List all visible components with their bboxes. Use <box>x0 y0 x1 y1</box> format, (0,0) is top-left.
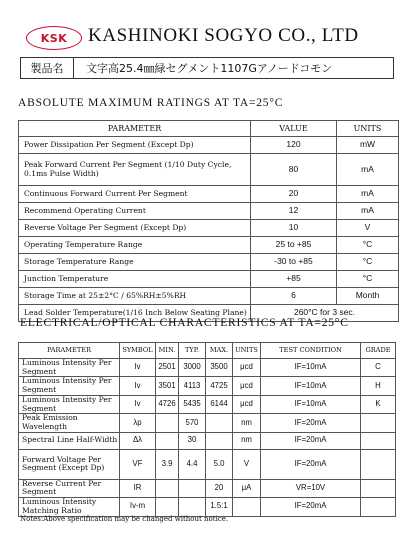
cell-cond: IF=10mA <box>261 377 361 395</box>
cell-max: 4725 <box>206 377 233 395</box>
cell-param: Reverse Current Per Segment <box>19 479 120 497</box>
cell-param: Spectral Line Half-Width <box>19 432 120 449</box>
cell-value: 80 <box>251 154 337 186</box>
absolute-max-table <box>18 120 399 322</box>
table-row <box>19 479 396 497</box>
cell-param: Storage Time at 25±2°C / 65%RH±5%RH <box>19 288 251 305</box>
cell-typ: 30 <box>179 432 206 449</box>
product-name-box <box>20 57 394 79</box>
cell-param: Operating Temperature Range <box>19 237 251 254</box>
column-header: PARAMETER <box>19 343 120 359</box>
cell-min: 4726 <box>156 395 179 413</box>
cell-value: +85 <box>251 271 337 288</box>
column-header: GRADE <box>361 343 396 359</box>
cell-value: 12 <box>251 203 337 220</box>
column-header: SYMBOL <box>120 343 156 359</box>
cell-param: Storage Temperature Range <box>19 254 251 271</box>
cell-param: Luminous Intensity Per Segment <box>19 395 120 413</box>
cell-unit: Month <box>337 288 399 305</box>
cell-unit: nm <box>233 432 261 449</box>
cell-unit: mW <box>337 137 399 154</box>
column-header: UNITS <box>337 121 399 137</box>
cell-unit: °C <box>337 254 399 271</box>
cell-grade: C <box>361 359 396 377</box>
cell-param: Peak Forward Current Per Segment (1/10 Duty Cycle, 0.1ms Pulse Width) <box>19 154 251 186</box>
cell-cond: IF=20mA <box>261 414 361 432</box>
cell-cond: IF=20mA <box>261 432 361 449</box>
cell-max <box>206 414 233 432</box>
cell-grade <box>361 498 396 516</box>
table-row <box>19 414 396 432</box>
table-row <box>19 359 396 377</box>
cell-unit: mA <box>337 154 399 186</box>
cell-param: Recommend Operating Current <box>19 203 251 220</box>
table-row <box>19 254 399 271</box>
column-header: MAX. <box>206 343 233 359</box>
cell-symbol: Iv <box>120 359 156 377</box>
column-header: VALUE <box>251 121 337 137</box>
cell-typ: 4.4 <box>179 449 206 479</box>
cell-value: 6 <box>251 288 337 305</box>
cell-unit: μcd <box>233 377 261 395</box>
cell-param: Forward Voltage Per Segment (Except Dp) <box>19 449 120 479</box>
cell-min <box>156 479 179 497</box>
column-header: MIN. <box>156 343 179 359</box>
cell-value: 120 <box>251 137 337 154</box>
table-row <box>19 432 396 449</box>
cell-min <box>156 432 179 449</box>
cell-symbol: IR <box>120 479 156 497</box>
cell-max: 20 <box>206 479 233 497</box>
cell-value: 260°C for 3 sec. <box>251 305 399 322</box>
footnote: Notes:Above specification may be changed without notice. <box>20 515 229 523</box>
cell-min <box>156 414 179 432</box>
column-header: TEST CONDITION <box>261 343 361 359</box>
column-header: UNITS <box>233 343 261 359</box>
cell-max: 6144 <box>206 395 233 413</box>
cell-unit <box>233 498 261 516</box>
table-row <box>19 377 396 395</box>
cell-value: 25 to +85 <box>251 237 337 254</box>
table-row <box>19 395 396 413</box>
cell-unit: mA <box>337 203 399 220</box>
cell-min: 3.9 <box>156 449 179 479</box>
cell-symbol: Iv <box>120 377 156 395</box>
cell-grade <box>361 479 396 497</box>
cell-unit: μcd <box>233 359 261 377</box>
cell-unit: V <box>233 449 261 479</box>
logo-text: KSK <box>40 31 68 45</box>
table-row <box>19 203 399 220</box>
cell-max: 5.0 <box>206 449 233 479</box>
table-row <box>19 186 399 203</box>
cell-grade: H <box>361 377 396 395</box>
table-row <box>19 237 399 254</box>
cell-grade: K <box>361 395 396 413</box>
cell-grade <box>361 432 396 449</box>
cell-value: -30 to +85 <box>251 254 337 271</box>
company-name: KASHINOKI SOGYO CO., LTD <box>88 25 359 46</box>
cell-cond: IF=10mA <box>261 359 361 377</box>
table-row <box>19 154 399 186</box>
absolute-max-title: ABSOLUTE MAXIMUM RATINGS AT TA=25°C <box>18 97 284 109</box>
cell-cond: IF=20mA <box>261 449 361 479</box>
product-label: 製品名 <box>21 58 74 78</box>
cell-value: 20 <box>251 186 337 203</box>
cell-value: 10 <box>251 220 337 237</box>
cell-max <box>206 432 233 449</box>
cell-unit: °C <box>337 237 399 254</box>
cell-typ: 570 <box>179 414 206 432</box>
table-row <box>19 288 399 305</box>
table-row <box>19 137 399 154</box>
cell-param: Reverse Voltage Per Segment (Except Dp) <box>19 220 251 237</box>
product-name: 文字高25.4㎜緑セグメント1107Gアノードコモン <box>86 62 333 75</box>
table-row <box>19 498 396 516</box>
cell-unit: nm <box>233 414 261 432</box>
cell-typ: 5435 <box>179 395 206 413</box>
electrical-title: ELECTRICAL/OPTICAL CHARACTERISTICS AT TA=25°C <box>20 317 349 329</box>
cell-unit: °C <box>337 271 399 288</box>
column-header: PARAMETER <box>19 121 251 137</box>
cell-param: Luminous Intensity Per Segment <box>19 359 120 377</box>
cell-param: Lead Solder Temperature(1/16 Inch Below Seating Plane) <box>19 305 251 322</box>
column-header: TYP. <box>179 343 206 359</box>
cell-cond: VR=10V <box>261 479 361 497</box>
table-row <box>19 449 396 479</box>
cell-cond: IF=20mA <box>261 498 361 516</box>
cell-unit: μA <box>233 479 261 497</box>
cell-symbol: Iv <box>120 395 156 413</box>
cell-min <box>156 498 179 516</box>
cell-unit: V <box>337 220 399 237</box>
cell-grade <box>361 449 396 479</box>
cell-symbol: VF <box>120 449 156 479</box>
cell-typ: 4113 <box>179 377 206 395</box>
cell-param: Junction Temperature <box>19 271 251 288</box>
cell-cond: IF=10mA <box>261 395 361 413</box>
cell-symbol: Iv-m <box>120 498 156 516</box>
cell-param: Luminous Intensity Matching Ratio <box>19 498 120 516</box>
cell-param: Power Dissipation Per Segment (Except Dp) <box>19 137 251 154</box>
cell-param: Continuous Forward Current Per Segment <box>19 186 251 203</box>
cell-unit: μcd <box>233 395 261 413</box>
cell-symbol: λp <box>120 414 156 432</box>
cell-unit: mA <box>337 186 399 203</box>
table-row <box>19 220 399 237</box>
cell-max: 1.5:1 <box>206 498 233 516</box>
cell-max: 3500 <box>206 359 233 377</box>
electrical-table <box>18 342 396 517</box>
cell-typ <box>179 479 206 497</box>
cell-symbol: Δλ <box>120 432 156 449</box>
cell-typ <box>179 498 206 516</box>
cell-min: 3501 <box>156 377 179 395</box>
cell-min: 2501 <box>156 359 179 377</box>
company-logo <box>26 26 82 50</box>
cell-grade <box>361 414 396 432</box>
table-row <box>19 271 399 288</box>
cell-param: Luminous Intensity Per Segment <box>19 377 120 395</box>
cell-typ: 3000 <box>179 359 206 377</box>
cell-param: Peak Emission Wavelength <box>19 414 120 432</box>
